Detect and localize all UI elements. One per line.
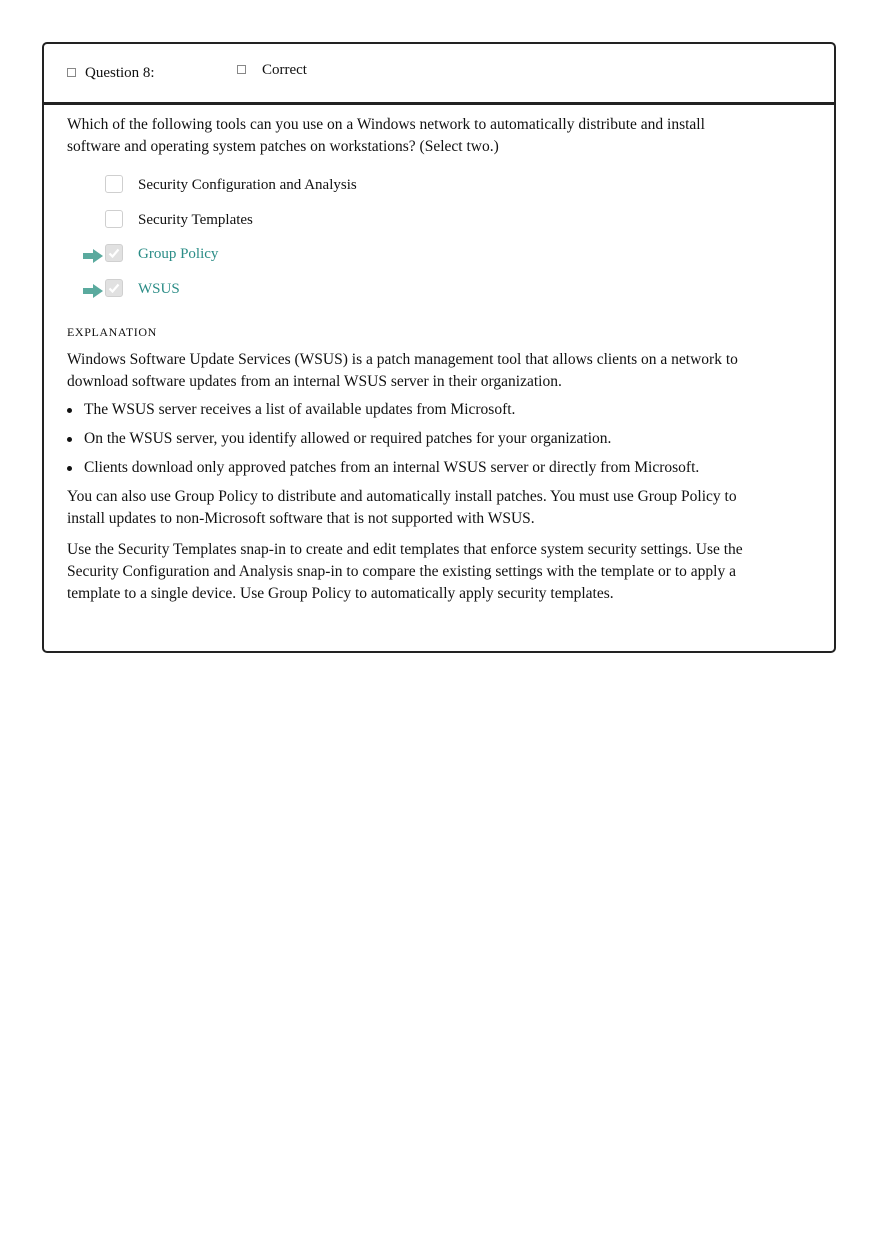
option-security-configuration[interactable] (67, 175, 747, 210)
option-checkbox[interactable] (105, 210, 123, 228)
explanation-bullets (67, 399, 747, 479)
correct-arrow-icon (83, 249, 103, 263)
status-icon (237, 65, 246, 74)
option-checkbox-checked[interactable] (105, 244, 123, 262)
explanation-heading: EXPLANATION (67, 325, 157, 339)
explanation-group-policy: You can also use Group Policy to distribute and automatically install patches. You must use Group Policy to install updates to non-Microsoft software that is not supported with WSUS. (67, 488, 737, 527)
option-checkbox-checked[interactable] (105, 279, 123, 297)
result-status (237, 61, 307, 79)
answer-options (67, 175, 747, 313)
option-security-templates[interactable] (67, 210, 747, 245)
option-label: Security Configuration and Analysis (138, 177, 357, 193)
question-number-label: Question 8: (85, 65, 155, 81)
option-wsus[interactable] (67, 279, 747, 314)
status-label: Correct (262, 62, 307, 78)
question-marker-icon (67, 68, 76, 77)
option-checkbox[interactable] (105, 175, 123, 193)
bullet-item: Clients download only approved patches from an internal WSUS server or directly from Microsoft. (67, 457, 747, 479)
checkmark-icon (108, 247, 120, 259)
checkmark-icon (108, 282, 120, 294)
option-label: WSUS (138, 280, 180, 297)
question-text: Which of the following tools can you use on a Windows network to automatically distribute and install software and operating system patches on workstations? (Select two.) (67, 116, 705, 155)
question-header (44, 44, 834, 105)
bullet-item: On the WSUS server, you identify allowed or required patches for your organization. (67, 428, 747, 450)
bullet-item: The WSUS server receives a list of available updates from Microsoft. (67, 399, 747, 421)
option-label: Group Policy (138, 246, 219, 262)
question-body (67, 114, 747, 605)
explanation-security-templates: Use the Security Templates snap-in to create and edit templates that enforce system security settings. Use the Security Configuration and Analysis snap-in to compare the existing settings with the template or to apply a template to a single device. Use Group Policy to automatically apply security templates. (67, 541, 743, 602)
correct-arrow-icon (83, 284, 103, 298)
question-number (67, 64, 155, 82)
question-card (42, 42, 836, 653)
option-label: Security Templates (138, 211, 253, 228)
explanation-intro: Windows Software Update Services (WSUS) is a patch management tool that allows clients on a network to download software updates from an internal WSUS server in their organization. (67, 351, 738, 390)
option-group-policy[interactable] (67, 244, 747, 279)
